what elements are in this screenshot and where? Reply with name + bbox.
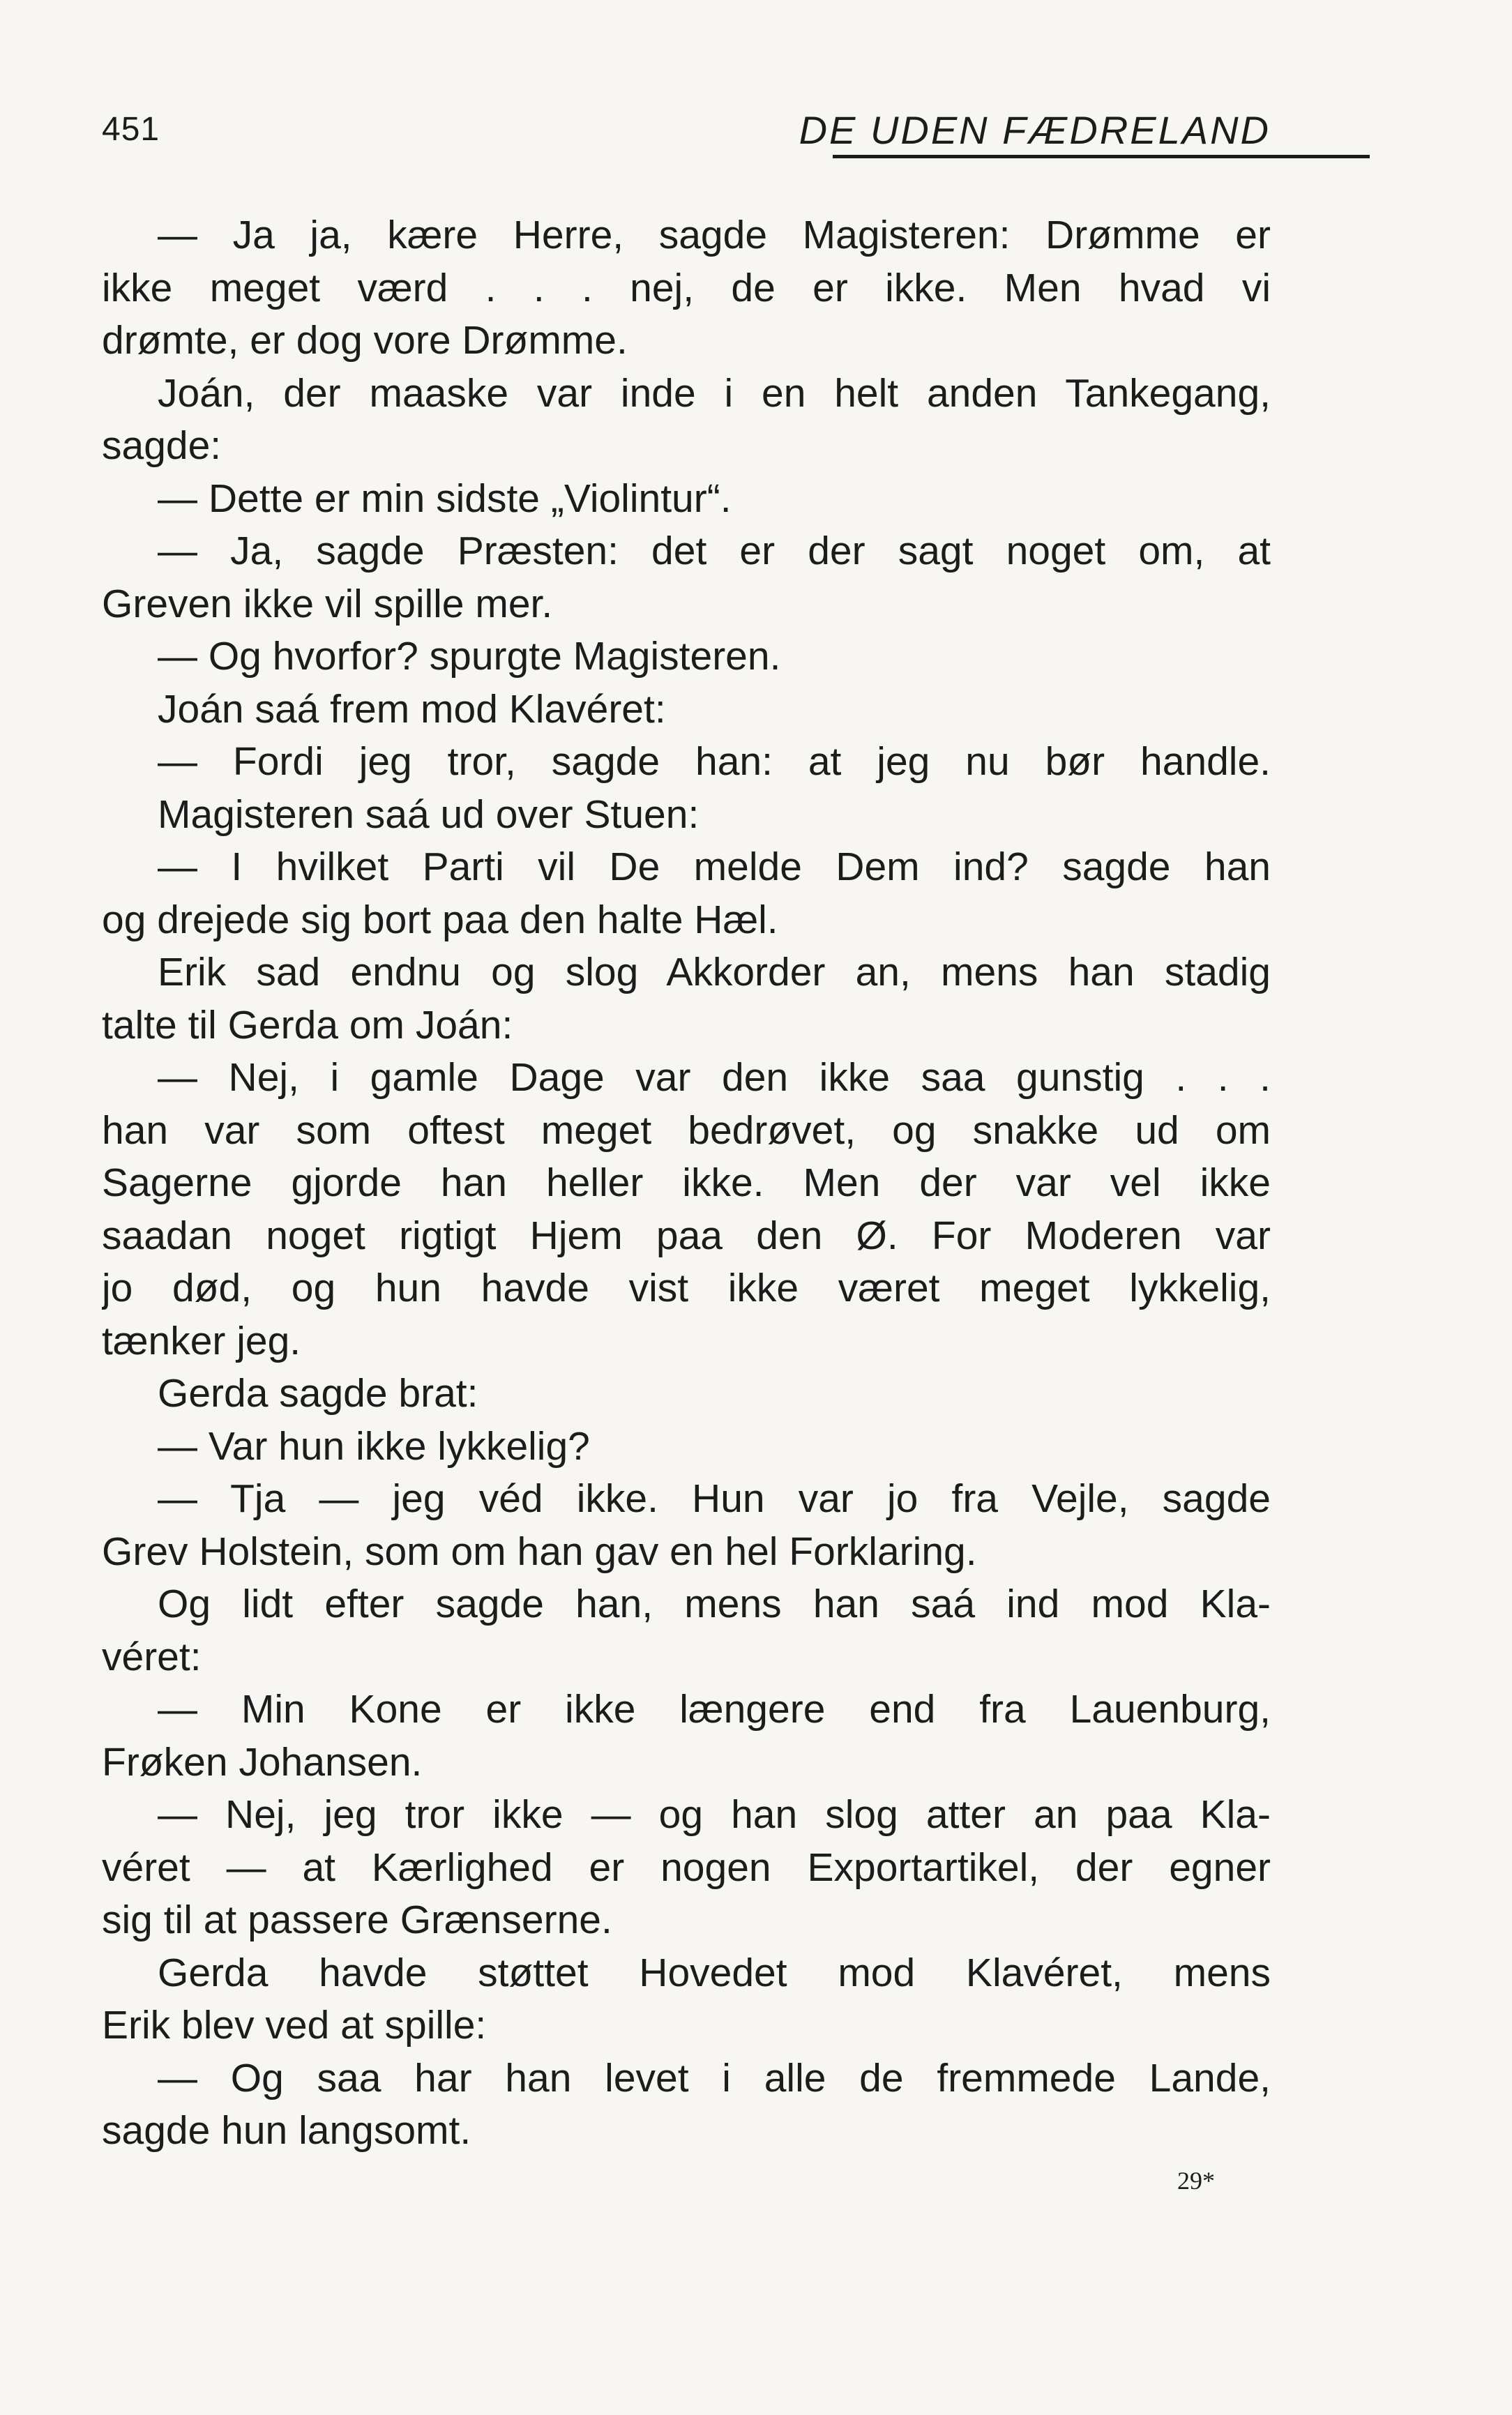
text-line: — Ja ja, kære Herre, sagde Magisteren: Drømme er — [158, 213, 1271, 257]
text-line: talte til Gerda om Joán: — [102, 1002, 513, 1047]
text-line: Frøken Johansen. — [102, 1739, 423, 1785]
text-line: sagde: — [102, 423, 222, 468]
text-line: — Var hun ikke lykkelig? — [158, 1423, 590, 1469]
text-line: véret: — [102, 1634, 202, 1679]
text-line: Greven ikke vil spille mer. — [102, 581, 553, 626]
text-line: Sagerne gjorde han heller ikke. Men der var vel ikke — [102, 1160, 1271, 1205]
text-line: — Og hvorfor? spurgte Magisteren. — [158, 634, 781, 679]
text-line: — Nej, jeg tror ikke — og han slog atter an paa Kla- — [158, 1792, 1271, 1837]
text-line: Erik sad endnu og slog Akkorder an, mens han stadig — [158, 950, 1271, 994]
text-line: Grev Holstein, som om han gav en hel Forklaring. — [102, 1529, 977, 1574]
running-title: DE UDEN FÆDRELAND — [799, 108, 1271, 152]
signature-mark: 29* — [1177, 2167, 1215, 2195]
text-line: tænker jeg. — [102, 1318, 301, 1363]
text-line: Gerda sagde brat: — [158, 1371, 478, 1416]
text-line: — Nej, i gamle Dage var den ikke saa gunstig . . . — [158, 1055, 1271, 1100]
text-line: drømte, er dog vore Drømme. — [102, 318, 628, 363]
text-line: — Dette er min sidste „Violintur“. — [158, 476, 732, 521]
page-number: 451 — [102, 111, 160, 148]
text-line: — Tja — jeg véd ikke. Hun var jo fra Vejle, sagde — [158, 1476, 1271, 1521]
text-line: — Og saa har han levet i alle de fremmede Lande, — [158, 2055, 1271, 2100]
text-line: han var som oftest meget bedrøvet, og snakke ud om — [102, 1107, 1271, 1153]
text-line: sagde hun langsomt. — [102, 2108, 471, 2153]
body-text — [102, 209, 1271, 2158]
page-header — [102, 105, 1271, 160]
text-line: og drejede sig bort paa den halte Hæl. — [102, 897, 778, 942]
text-line: saadan noget rigtigt Hjem paa den Ø. For Moderen var — [102, 1213, 1271, 1258]
text-line: Joán saá frem mod Klavéret: — [158, 686, 666, 732]
text-line: Gerda havde støttet Hovedet mod Klavéret, mens — [158, 1950, 1271, 1995]
header-rule — [833, 155, 1370, 158]
text-line: — Min Kone er ikke længere end fra Lauenburg, — [158, 1687, 1271, 1732]
text-line: ikke meget værd . . . nej, de er ikke. Men hvad vi — [102, 265, 1271, 310]
text-line: — Fordi jeg tror, sagde han: at jeg nu bør handle. — [158, 739, 1271, 784]
text-line: jo død, og hun havde vist ikke været meget lykkelig, — [102, 1266, 1271, 1310]
text-line: — I hvilket Parti vil De melde Dem ind? sagde han — [158, 845, 1271, 889]
text-line: Joán, der maaske var inde i en helt anden Tankegang, — [158, 370, 1271, 416]
text-line: — Ja, sagde Præsten: det er der sagt noget om, at — [158, 529, 1271, 573]
text-line: véret — at Kærlighed er nogen Exportartikel, der egner — [102, 1845, 1271, 1890]
text-line: Og lidt efter sagde han, mens han saá ind mod Kla- — [158, 1582, 1271, 1626]
text-line: sig til at passere Grænserne. — [102, 1898, 612, 1942]
text-line: Erik blev ved at spille: — [102, 2003, 487, 2047]
text-line: Magisteren saá ud over Stuen: — [158, 792, 700, 837]
